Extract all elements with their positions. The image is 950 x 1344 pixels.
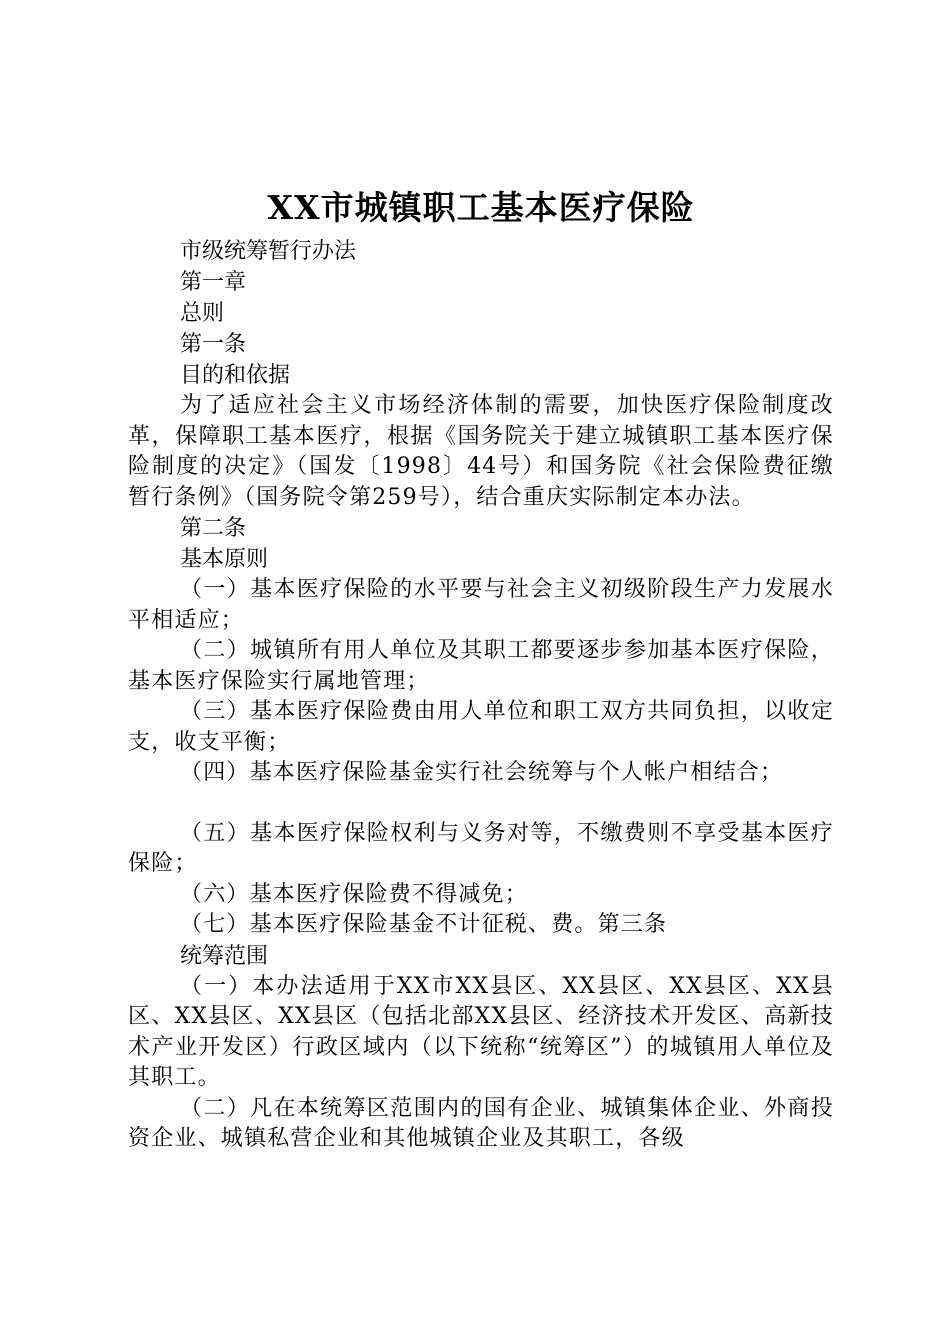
article3-name: 统筹范围 (180, 943, 269, 969)
principle-5: （五）基本医疗保险权利与义务对等，不缴费则不享受基本医疗保险； (128, 820, 834, 876)
chapter-name: 总则 (180, 301, 225, 326)
principle-3: （三）基本医疗保险费由用人单位和职工双方共同负担，以收定支，收支平衡； (128, 699, 834, 755)
principle-2: （二）城镇所有用人单位及其职工都要逐步参加基本医疗保险，基本医疗保险实行属地管理； (128, 638, 834, 694)
principle-6: （六）基本医疗保险费不得减免； (180, 881, 529, 907)
article1-heading: 第一条 (180, 332, 247, 357)
scope-2: （二）凡在本统筹区范围内的国有企业、城镇集体企业、外商投资企业、城镇私营企业和其他城镇企业及其职工，各级 (128, 1095, 834, 1151)
document-subtitle: 市级统筹暂行办法 (180, 239, 357, 264)
paragraph-gap (128, 789, 834, 819)
document-title: XX市城镇职工基本医疗保险 (267, 188, 695, 227)
article2-name: 基本原则 (180, 547, 269, 572)
article1-name: 目的和依据 (180, 363, 291, 388)
principle-1: （一）基本医疗保险的水平要与社会主义初级阶段生产力发展水平相适应； (128, 577, 834, 633)
scope-1: （一）本办法适用于XX市XX县区、XX县区、XX县区、XX县区、XX县区、XX县区（包括北部XX县区、经济技术开发区、高新技术产业开发区）行政区域内（以下统称“统筹区”）的城镇用人单位及其职工。 (128, 973, 834, 1090)
article1-paragraph: 为了适应社会主义市场经济体制的需要，加快医疗保险制度改革，保障职工基本医疗，根据《国务院关于建立城镇职工基本医疗保险制度的决定》（国发〔1998〕44号）和国务院《社会保险费征缴暂行条例》（国务院令第259号），结合重庆实际制定本办法。 (128, 393, 834, 510)
principle-7: （七）基本医疗保险基金不计征税、费。第三条 (180, 912, 668, 937)
article2-heading: 第二条 (180, 516, 247, 541)
document-page (128, 186, 834, 1155)
chapter-heading: 第一章 (180, 270, 247, 295)
principle-4: （四）基本医疗保险基金实行社会统筹与个人帐户相结合； (180, 760, 784, 785)
